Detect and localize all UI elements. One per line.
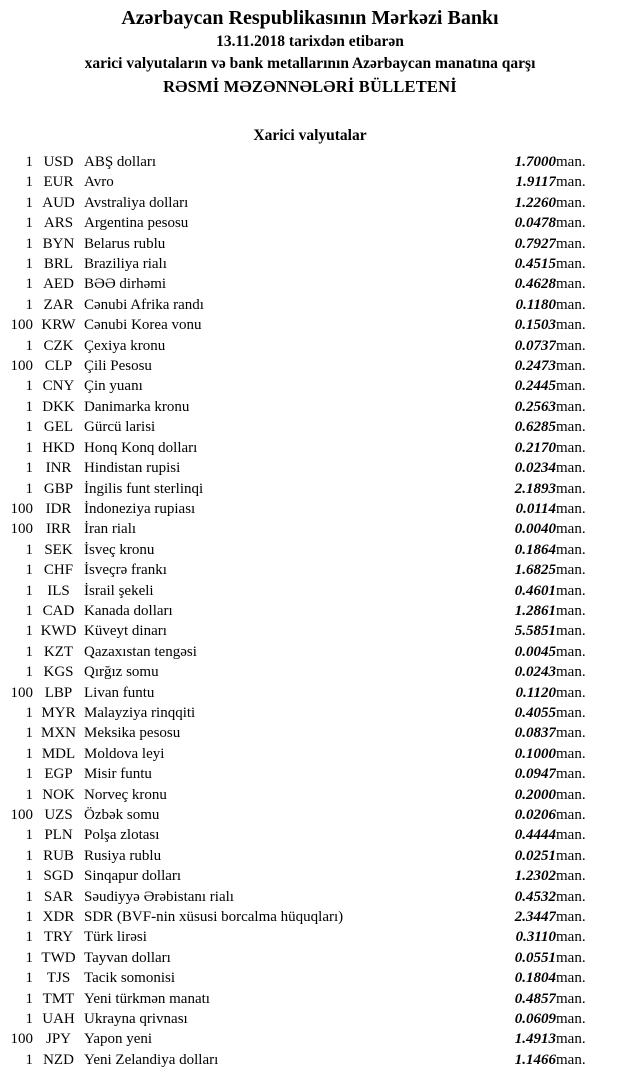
row-unit-label: man. <box>556 725 586 742</box>
row-currency-name: İsveç kronu <box>84 541 155 558</box>
table-row <box>0 274 620 294</box>
row-rate-value: 1.7000 <box>514 154 556 170</box>
row-rate-value: 0.2563 <box>514 398 556 415</box>
row-currency-code: TWD <box>41 949 76 966</box>
row-currency-name: Livan funtu <box>84 684 155 701</box>
table-row <box>0 315 620 335</box>
row-rate-value: 0.0478 <box>514 215 556 232</box>
row-unit-label: man. <box>556 562 586 579</box>
row-unit-label: man. <box>556 929 586 946</box>
row-quantity: 1 <box>25 786 33 803</box>
row-unit-label: man. <box>556 317 586 334</box>
table-row <box>0 907 620 927</box>
row-currency-code: MDL <box>41 745 76 762</box>
table-row <box>0 397 620 417</box>
row-unit-label: man. <box>556 888 586 905</box>
row-currency-name: İndoneziya rupiası <box>84 500 196 517</box>
row-quantity: 1 <box>25 1051 33 1068</box>
table-row <box>0 499 620 519</box>
effective-date: 13.11.2018 tarixdən etibarən <box>216 33 404 50</box>
row-currency-code: UAH <box>42 1011 75 1028</box>
row-quantity: 100 <box>10 358 33 375</box>
row-unit-label: man. <box>556 194 586 211</box>
row-rate-value: 0.0114 <box>515 500 556 517</box>
row-rate-value: 0.4628 <box>514 276 556 293</box>
row-unit-label: man. <box>556 745 586 762</box>
row-rate-value: 0.0551 <box>514 949 556 966</box>
bank-title: Azərbaycan Respublikasının Mərkəzi Bankı <box>121 7 499 29</box>
row-rate-value: 0.2445 <box>514 378 556 395</box>
row-rate-value: 0.0243 <box>514 664 556 681</box>
row-currency-code: AED <box>43 276 74 293</box>
row-quantity: 1 <box>25 602 33 619</box>
table-row <box>0 1029 620 1049</box>
row-unit-label: man. <box>556 235 586 252</box>
table-row <box>0 662 620 682</box>
row-currency-name: İsveçrə frankı <box>84 562 167 579</box>
row-currency-name: Çin yuanı <box>84 378 143 395</box>
row-currency-code: CLP <box>44 358 73 375</box>
exchange-rates-table <box>0 152 620 1070</box>
row-currency-name: Cənubi Korea vonu <box>84 317 202 334</box>
row-quantity: 100 <box>10 317 33 334</box>
row-rate-value: 0.4055 <box>514 704 556 721</box>
row-quantity: 1 <box>25 704 33 721</box>
row-currency-code: TJS <box>46 970 71 987</box>
row-unit-label: man. <box>556 868 586 885</box>
table-row <box>0 887 620 907</box>
row-unit-label: man. <box>556 378 586 395</box>
row-quantity: 1 <box>25 460 33 477</box>
row-currency-code: SEK <box>44 541 73 558</box>
row-currency-code: UZS <box>44 807 73 823</box>
row-rate-value: 0.1804 <box>514 970 556 987</box>
row-rate-value: 1.2302 <box>514 868 556 885</box>
table-row <box>0 438 620 458</box>
row-rate-value: 1.2861 <box>514 602 556 619</box>
row-currency-code: HKD <box>42 439 75 456</box>
row-currency-code: TRY <box>43 929 74 946</box>
row-quantity: 1 <box>25 337 33 354</box>
row-quantity: 1 <box>25 643 33 660</box>
row-rate-value: 0.4444 <box>514 827 556 844</box>
row-currency-code: NZD <box>43 1051 74 1068</box>
row-unit-label: man. <box>556 439 586 456</box>
row-quantity: 100 <box>10 807 33 823</box>
row-rate-value: 2.3447 <box>514 909 556 926</box>
row-currency-code: CZK <box>43 337 74 354</box>
table-row <box>0 356 620 376</box>
row-rate-value: 0.2473 <box>514 358 556 375</box>
row-unit-label: man. <box>556 419 586 436</box>
bulletin-title: RƏSMİ MƏZƏNNƏLƏRİ BÜLLETENİ <box>163 77 457 96</box>
row-quantity: 1 <box>25 235 33 252</box>
row-rate-value: 0.1503 <box>514 317 556 334</box>
row-quantity: 1 <box>25 480 33 497</box>
row-currency-code: KWD <box>40 623 77 640</box>
row-currency-name: Avro <box>84 174 114 191</box>
row-unit-label: man. <box>556 480 586 497</box>
row-rate-value: 1.1466 <box>514 1051 556 1068</box>
row-quantity: 100 <box>10 500 33 517</box>
row-rate-value: 0.0251 <box>514 847 556 864</box>
row-unit-label: man. <box>556 154 586 170</box>
row-currency-name: Avstraliya dolları <box>84 194 189 211</box>
row-currency-name: Səudiyyə Ərəbistanı rialı <box>84 888 234 905</box>
table-row <box>0 723 620 743</box>
row-unit-label: man. <box>556 1051 586 1068</box>
table-row <box>0 540 620 560</box>
row-currency-name: Belarus rublu <box>84 235 166 252</box>
row-currency-name: Rusiya rublu <box>84 847 162 864</box>
table-row <box>0 376 620 396</box>
row-quantity: 1 <box>25 1011 33 1028</box>
row-currency-name: Çili Pesosu <box>84 358 152 375</box>
row-rate-value: 0.6285 <box>514 419 556 436</box>
row-quantity: 1 <box>25 419 33 436</box>
table-row <box>0 417 620 437</box>
row-currency-code: TMT <box>42 990 75 1007</box>
row-quantity: 1 <box>25 970 33 987</box>
row-unit-label: man. <box>556 256 586 273</box>
row-rate-value: 0.2000 <box>514 786 556 803</box>
row-currency-name: Hindistan rupisi <box>84 460 181 477</box>
row-quantity: 1 <box>25 888 33 905</box>
row-unit-label: man. <box>556 521 586 538</box>
row-quantity: 1 <box>25 909 33 926</box>
row-unit-label: man. <box>556 786 586 803</box>
row-currency-name: Argentina pesosu <box>84 215 189 232</box>
row-currency-code: USD <box>43 154 74 170</box>
table-row <box>0 805 620 825</box>
table-row <box>0 866 620 886</box>
row-quantity: 1 <box>25 154 33 170</box>
row-quantity: 1 <box>25 725 33 742</box>
row-unit-label: man. <box>556 358 586 375</box>
row-unit-label: man. <box>556 664 586 681</box>
row-rate-value: 0.0737 <box>514 337 556 354</box>
row-quantity: 1 <box>25 398 33 415</box>
table-row <box>0 621 620 641</box>
row-unit-label: man. <box>556 460 586 477</box>
row-currency-code: SAR <box>43 888 74 905</box>
row-currency-code: AUD <box>42 194 75 211</box>
row-unit-label: man. <box>556 949 586 966</box>
row-currency-code: JPY <box>45 1031 71 1048</box>
row-quantity: 100 <box>10 684 33 701</box>
table-row <box>0 683 620 703</box>
row-currency-code: ARS <box>43 215 74 232</box>
table-row <box>0 948 620 968</box>
row-currency-name: Tayvan dolları <box>84 949 171 966</box>
row-quantity: 1 <box>25 256 33 273</box>
row-currency-name: Qazaxıstan tengəsi <box>84 643 197 660</box>
row-currency-name: Çexiya kronu <box>84 337 166 354</box>
row-rate-value: 0.0609 <box>514 1011 556 1028</box>
table-row <box>0 968 620 988</box>
row-unit-label: man. <box>556 582 586 599</box>
table-row <box>0 213 620 233</box>
row-currency-name: Norveç kronu <box>84 786 167 803</box>
row-currency-code: MXN <box>40 725 76 742</box>
row-unit-label: man. <box>556 541 586 558</box>
table-row <box>0 458 620 478</box>
table-row <box>0 642 620 662</box>
table-row <box>0 601 620 621</box>
table-row <box>0 825 620 845</box>
row-quantity: 1 <box>25 541 33 558</box>
row-unit-label: man. <box>556 970 586 987</box>
row-quantity: 1 <box>25 174 33 191</box>
row-rate-value: 0.1000 <box>514 745 556 762</box>
row-rate-value: 0.3110 <box>515 929 556 946</box>
row-currency-code: PLN <box>44 827 73 844</box>
row-unit-label: man. <box>556 276 586 293</box>
table-row <box>0 581 620 601</box>
table-row <box>0 193 620 213</box>
row-currency-code: EUR <box>43 174 74 191</box>
row-currency-name: Moldova leyi <box>84 745 165 762</box>
row-unit-label: man. <box>556 909 586 926</box>
row-rate-value: 5.5851 <box>514 623 556 640</box>
row-currency-name: Ukrayna qrivnası <box>84 1011 188 1028</box>
row-currency-code: ILS <box>47 582 70 599</box>
row-unit-label: man. <box>556 623 586 640</box>
row-unit-label: man. <box>556 500 586 517</box>
row-currency-code: GBP <box>43 480 74 497</box>
table-row <box>0 295 620 315</box>
row-unit-label: man. <box>556 398 586 415</box>
row-currency-name: Yeni türkmən manatı <box>84 990 210 1007</box>
row-quantity: 1 <box>25 582 33 599</box>
row-quantity: 1 <box>25 276 33 293</box>
row-currency-name: Yeni Zelandiya dolları <box>84 1051 219 1068</box>
row-quantity: 1 <box>25 562 33 579</box>
row-currency-name: Misir funtu <box>84 766 152 783</box>
row-currency-name: Sinqapur dolları <box>84 868 182 885</box>
table-row <box>0 560 620 580</box>
row-quantity: 1 <box>25 623 33 640</box>
row-quantity: 1 <box>25 439 33 456</box>
row-rate-value: 1.2260 <box>514 194 556 211</box>
row-currency-name: İsrail şekeli <box>84 582 154 599</box>
row-rate-value: 0.1120 <box>515 684 556 701</box>
exchange-rates-table-body <box>0 152 620 1070</box>
section-title-foreign-currencies: Xarici valyutalar <box>253 127 367 144</box>
row-unit-label: man. <box>556 602 586 619</box>
row-currency-code: MYR <box>41 704 76 721</box>
row-unit-label: man. <box>556 1011 586 1028</box>
row-currency-code: EGP <box>44 766 73 783</box>
row-unit-label: man. <box>556 990 586 1007</box>
row-quantity: 1 <box>25 378 33 395</box>
table-row <box>0 1050 620 1070</box>
row-rate-value: 0.0947 <box>514 766 556 783</box>
table-row <box>0 989 620 1009</box>
row-rate-value: 0.0045 <box>514 643 556 660</box>
row-unit-label: man. <box>556 684 586 701</box>
row-quantity: 1 <box>25 868 33 885</box>
table-row <box>0 234 620 254</box>
row-unit-label: man. <box>556 174 586 191</box>
row-rate-value: 0.7927 <box>514 235 556 252</box>
row-quantity: 1 <box>25 847 33 864</box>
row-currency-name: Özbək somu <box>84 807 160 823</box>
row-rate-value: 0.1180 <box>515 296 556 313</box>
row-rate-value: 0.0206 <box>514 807 556 823</box>
table-row <box>0 764 620 784</box>
row-quantity: 1 <box>25 990 33 1007</box>
row-currency-name: BƏƏ dirhəmi <box>84 276 167 293</box>
row-currency-code: CNY <box>42 378 75 395</box>
row-currency-code: XDR <box>42 909 75 926</box>
row-currency-name: Honq Konq dolları <box>84 439 198 456</box>
row-rate-value: 0.0837 <box>514 725 556 742</box>
row-unit-label: man. <box>556 643 586 660</box>
row-unit-label: man. <box>556 766 586 783</box>
row-currency-code: LBP <box>44 684 73 701</box>
row-currency-code: SGD <box>43 868 74 885</box>
row-unit-label: man. <box>556 847 586 864</box>
row-currency-name: Yapon yeni <box>84 1031 153 1048</box>
row-currency-name: Danimarka kronu <box>84 398 190 415</box>
table-row <box>0 336 620 356</box>
row-currency-code: KZT <box>43 643 74 660</box>
row-unit-label: man. <box>556 827 586 844</box>
row-quantity: 1 <box>25 215 33 232</box>
row-rate-value: 1.6825 <box>514 562 556 579</box>
table-row <box>0 846 620 866</box>
table-row <box>0 785 620 805</box>
row-currency-code: KRW <box>41 317 76 334</box>
row-quantity: 1 <box>25 949 33 966</box>
row-currency-code: GEL <box>43 419 74 436</box>
row-unit-label: man. <box>556 807 586 823</box>
row-quantity: 1 <box>25 296 33 313</box>
table-row <box>0 519 620 539</box>
row-currency-code: BRL <box>43 256 74 273</box>
row-quantity: 1 <box>25 929 33 946</box>
row-currency-code: DKK <box>42 398 75 415</box>
table-row <box>0 744 620 764</box>
row-currency-name: Meksika pesosu <box>84 725 181 742</box>
row-unit-label: man. <box>556 337 586 354</box>
row-currency-code: BYN <box>42 235 75 252</box>
table-row <box>0 152 620 172</box>
row-currency-code: CHF <box>43 562 74 579</box>
row-currency-name: İngilis funt sterlinqi <box>84 480 204 497</box>
row-currency-name: Malayziya rinqqiti <box>84 704 196 721</box>
row-rate-value: 0.1864 <box>514 541 556 558</box>
row-rate-value: 0.4532 <box>514 888 556 905</box>
row-quantity: 1 <box>25 664 33 681</box>
row-rate-value: 0.0040 <box>514 521 556 538</box>
table-row <box>0 927 620 947</box>
row-currency-name: Gürcü larisi <box>84 419 156 436</box>
row-quantity: 100 <box>10 1031 33 1048</box>
row-currency-code: NOK <box>42 786 75 803</box>
row-currency-name: Braziliya rialı <box>84 256 167 273</box>
row-quantity: 1 <box>25 766 33 783</box>
row-currency-name: Kanada dolları <box>84 602 173 619</box>
bulletin-header <box>0 0 620 98</box>
row-currency-code: CAD <box>42 602 75 619</box>
row-rate-value: 0.4515 <box>514 256 556 273</box>
row-currency-code: KGS <box>43 664 74 681</box>
row-currency-code: INR <box>45 460 72 477</box>
row-currency-name: İran rialı <box>84 521 137 538</box>
row-rate-value: 1.9117 <box>515 174 556 191</box>
row-currency-name: Qırğız somu <box>84 664 159 681</box>
row-rate-value: 0.4601 <box>514 582 556 599</box>
row-rate-value: 1.4913 <box>514 1031 556 1048</box>
row-currency-name: Tacik somonisi <box>84 970 176 987</box>
row-currency-name: Küveyt dinarı <box>84 623 167 640</box>
table-row <box>0 1009 620 1029</box>
row-currency-code: IRR <box>45 521 71 538</box>
row-unit-label: man. <box>556 704 586 721</box>
bulletin-subtitle: xarici valyutaların və bank metallarının Azərbaycan manatına qarşı <box>84 55 536 72</box>
row-currency-code: ZAR <box>43 296 74 313</box>
table-row <box>0 479 620 499</box>
row-quantity: 100 <box>10 521 33 538</box>
row-rate-value: 2.1893 <box>514 480 556 497</box>
row-currency-name: Polşa zlotası <box>84 827 160 844</box>
row-currency-code: IDR <box>45 500 72 517</box>
row-currency-name: Cənubi Afrika randı <box>84 296 204 313</box>
row-quantity: 1 <box>25 194 33 211</box>
row-rate-value: 0.4857 <box>514 990 556 1007</box>
row-rate-value: 0.0234 <box>514 460 556 477</box>
row-currency-code: RUB <box>43 847 74 864</box>
row-quantity: 1 <box>25 745 33 762</box>
row-unit-label: man. <box>556 215 586 232</box>
row-rate-value: 0.2170 <box>514 439 556 456</box>
row-unit-label: man. <box>556 296 586 313</box>
row-currency-name: SDR (BVF-nin xüsusi borcalma hüquqları) <box>84 909 344 926</box>
row-currency-name: Türk lirəsi <box>84 929 147 946</box>
table-row <box>0 703 620 723</box>
table-row <box>0 254 620 274</box>
row-unit-label: man. <box>556 1031 586 1048</box>
table-row <box>0 172 620 192</box>
row-quantity: 1 <box>25 827 33 844</box>
row-currency-name: ABŞ dolları <box>84 154 157 170</box>
